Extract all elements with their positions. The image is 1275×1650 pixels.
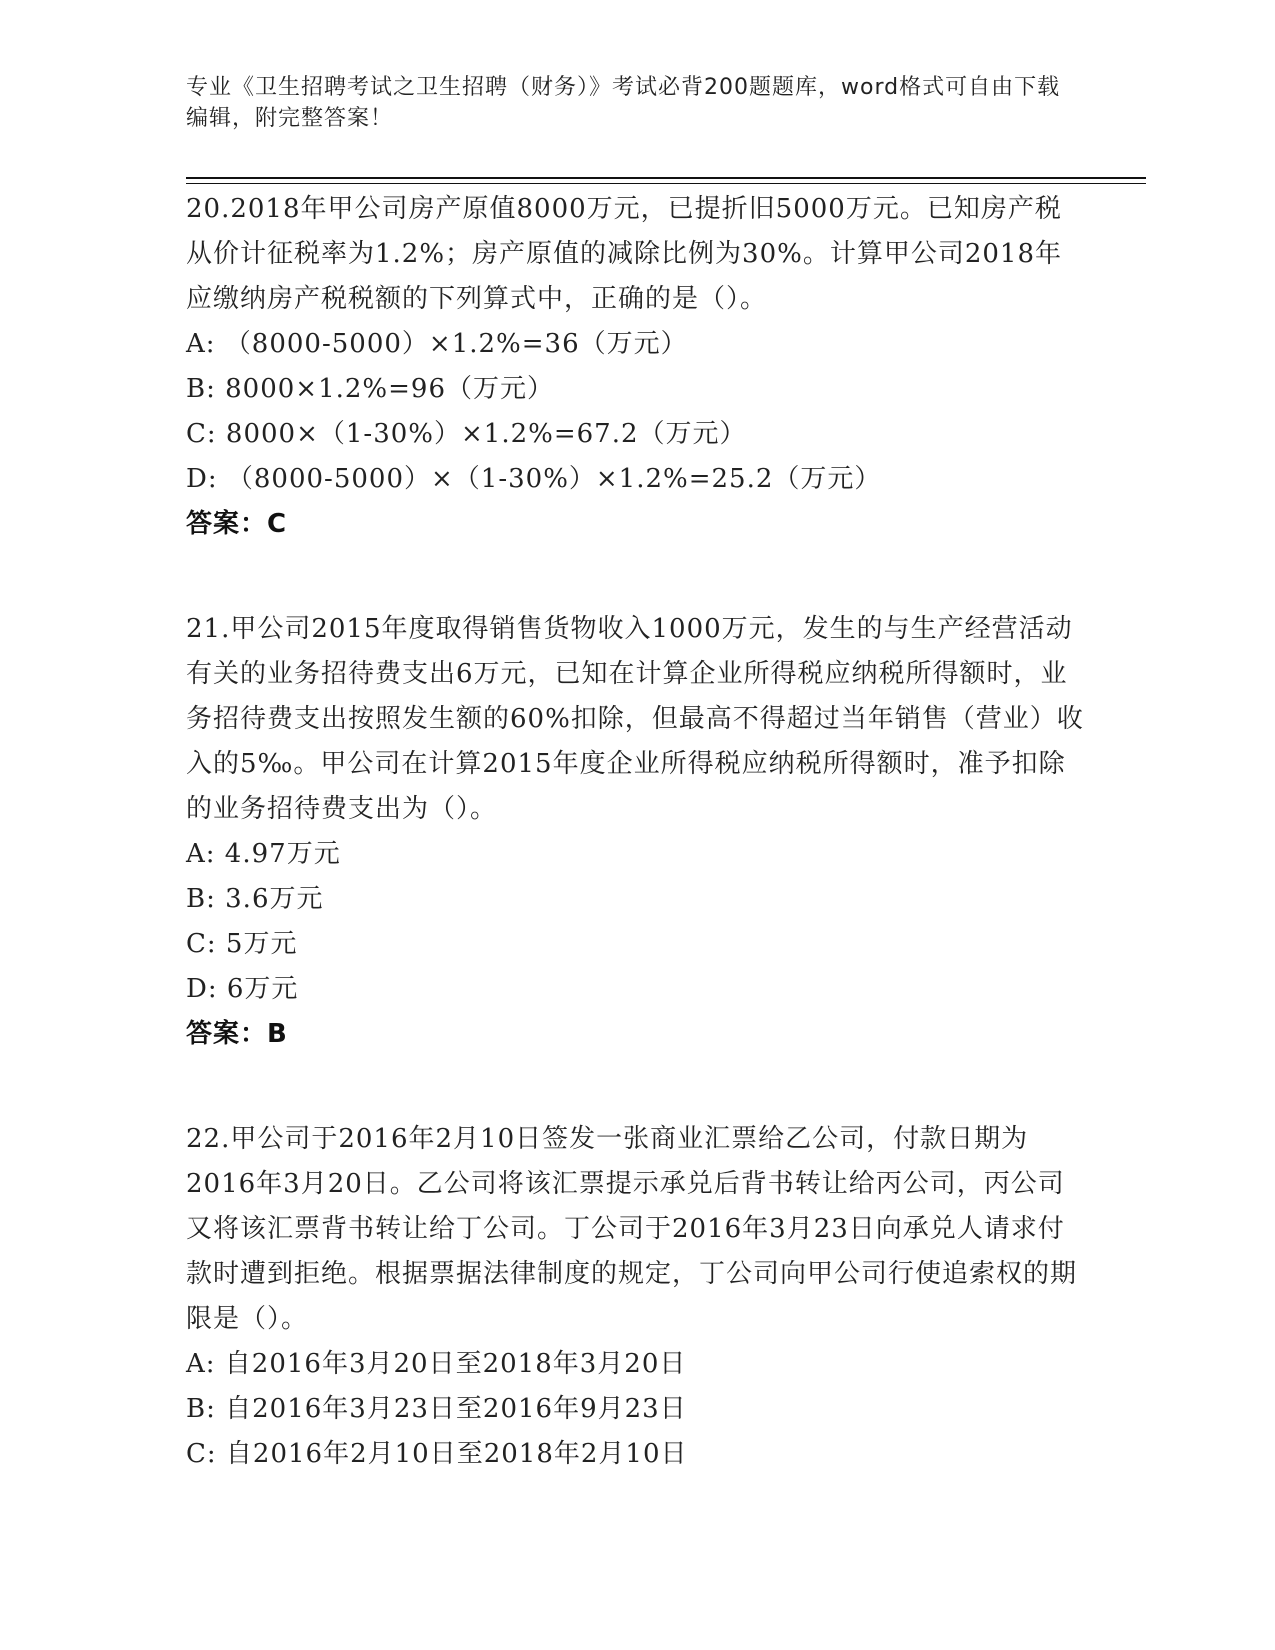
question-21: [186, 607, 1086, 1057]
option-d: D: （8000-5000）×（1-30%）×1.2%=25.2（万元）: [186, 464, 882, 494]
option-c: C: 8000×（1-30%）×1.2%=67.2（万元）: [186, 419, 747, 449]
header-divider-thick: [186, 177, 1146, 179]
spacer: [186, 1057, 1086, 1117]
answer: 答案：B: [186, 1019, 288, 1049]
spacer: [186, 547, 1086, 607]
option-a: A: 4.97万元: [186, 839, 341, 869]
question-22: [186, 1117, 1086, 1477]
question-text: 22.甲公司于2016年2月10日签发一张商业汇票给乙公司，付款日期为2016年3月20日。乙公司将该汇票提示承兑后背书转让给丙公司，丙公司又将该汇票背书转让给丁公司。丁公司于2016年3月23日向承兑人请求付款时遭到拒绝。根据票据法律制度的规定，丁公司向甲公司行使追索权的期限是（）。: [186, 1124, 1078, 1334]
answer: 答案：C: [186, 509, 288, 539]
question-20: [186, 187, 1086, 547]
option-a: A: 自2016年3月20日至2018年3月20日: [186, 1349, 687, 1379]
question-list: [186, 187, 1086, 1477]
question-text: 21.甲公司2015年度取得销售货物收入1000万元，发生的与生产经营活动有关的业务招待费支出6万元，已知在计算企业所得税应纳税所得额时，业务招待费支出按照发生额的60%扣除，但最高不得超过当年销售（营业）收入的5‰。甲公司在计算2015年度企业所得税应纳税所得额时，准予扣除的业务招待费支出为（）。: [186, 614, 1084, 824]
option-b: B: 自2016年3月23日至2016年9月23日: [186, 1394, 687, 1424]
header-divider-thin: [186, 183, 1146, 184]
option-a: A: （8000-5000）×1.2%=36（万元）: [186, 329, 688, 359]
option-d: D: 6万元: [186, 974, 299, 1004]
question-text: 20.2018年甲公司房产原值8000万元，已提折旧5000万元。已知房产税从价计征税率为1.2%；房产原值的减除比例为30%。计算甲公司2018年应缴纳房产税税额的下列算式中，正确的是（）。: [186, 194, 1063, 314]
option-b: B: 3.6万元: [186, 884, 324, 914]
option-b: B: 8000×1.2%=96（万元）: [186, 374, 555, 404]
document-header: 专业《卫生招聘考试之卫生招聘（财务）》考试必背200题题库，word格式可自由下载编辑，附完整答案！: [186, 75, 1061, 131]
option-c: C: 自2016年2月10日至2018年2月10日: [186, 1439, 688, 1469]
option-c: C: 5万元: [186, 929, 298, 959]
